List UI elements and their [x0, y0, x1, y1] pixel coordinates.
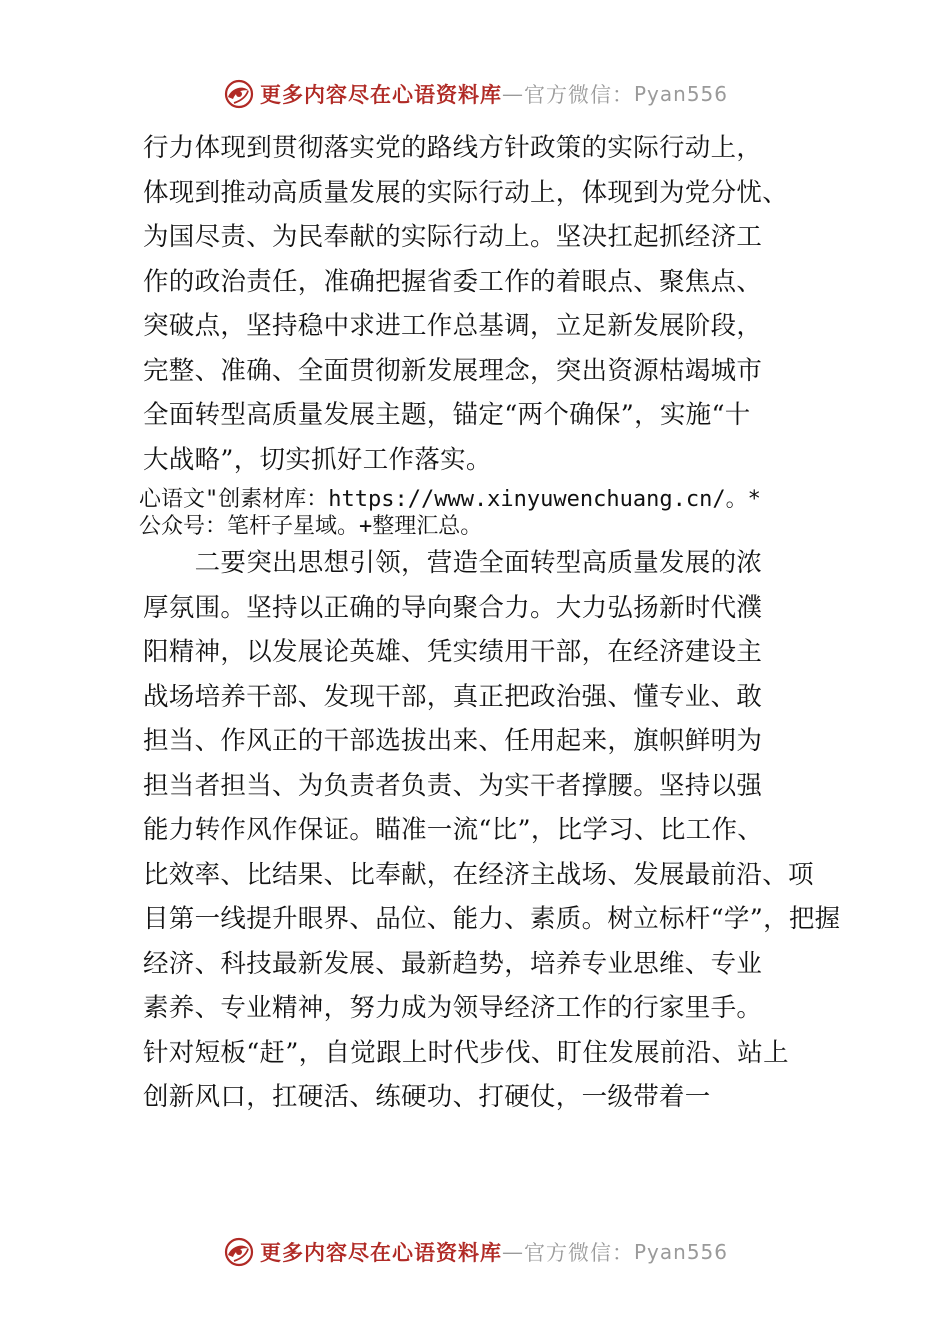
text-line: 二要突出思想引领，营造全面转型高质量发展的浓	[143, 548, 763, 578]
banner-gray-text: 官方微信：	[523, 83, 634, 107]
text-line: 大战略”，切实抓好工作落实。	[143, 444, 492, 475]
text-line: 目第一线提升眼界、品位、能力、素质。树立标杆“学”，把握	[143, 904, 841, 934]
header-banner	[0, 74, 950, 114]
text-line: 为国尽责、为民奉献的实际行动上。坚决扛起抓经济工	[143, 222, 763, 252]
banner-dash: —	[501, 82, 524, 106]
text-line: 素养、专业精神，努力成为领导经济工作的行家里手。	[143, 993, 763, 1023]
source-note	[139, 486, 839, 540]
footer-banner	[0, 1232, 950, 1272]
text-line: 战场培养干部、发现干部，真正把政治强、懂专业、敢	[143, 681, 763, 712]
text-line: 比效率、比结果、比奉献，在经济主战场、发展最前沿、项	[143, 859, 814, 890]
banner-wechat-id: Pyan556	[633, 82, 728, 106]
text-line: 完整、准确、全面贯彻新发展理念，突出资源枯竭城市	[143, 355, 763, 386]
source-line: 公众号：笔杆子星域。+整理汇总。	[139, 514, 483, 539]
text-line: 经济、科技最新发展、最新趋势，培养专业思维、专业	[143, 948, 763, 979]
text-line: 突破点，坚持稳中求进工作总基调，立足新发展阶段，	[143, 311, 763, 341]
banner-dash: —	[501, 1240, 524, 1264]
text-line: 行力体现到贯彻落实党的路线方针政策的实际行动上，	[143, 133, 763, 163]
paragraph-2	[143, 541, 841, 1120]
text-line: 厚氛围。坚持以正确的导向聚合力。大力弘扬新时代濮	[143, 592, 763, 623]
banner-red-text: 更多内容尽在心语资料库	[259, 1240, 502, 1265]
text-line: 担当者担当、为负责者负责、为实干者撑腰。坚持以强	[143, 770, 763, 801]
text-line: 阳精神，以发展论英雄、凭实绩用干部，在经济建设主	[143, 637, 763, 667]
text-line: 全面转型高质量发展主题，锚定“两个确保”，实施“十	[143, 400, 751, 430]
text-line: 针对短板“赶”，自觉跟上时代步伐、盯住发展前沿、站上	[143, 1037, 789, 1068]
text-line: 能力转作风作保证。瞄准一流“比”，比学习、比工作、	[143, 815, 764, 845]
swirl-logo-icon	[222, 77, 256, 111]
source-line: 心语文"创素材库：https://www.xinyuwenchuang.cn/。*	[139, 487, 761, 512]
text-line: 体现到推动高质量发展的实际行动上，体现到为党分忧、	[143, 177, 789, 208]
text-line: 创新风口，扛硬活、练硬功、打硬仗，一级带着一	[143, 1082, 711, 1112]
swirl-logo-icon	[222, 1235, 256, 1269]
banner-red-text: 更多内容尽在心语资料库	[259, 82, 502, 107]
text-line: 担当、作风正的干部选拔出来、任用起来，旗帜鲜明为	[143, 726, 763, 756]
paragraph-1	[143, 126, 823, 482]
banner-gray-text: 官方微信：	[523, 1241, 634, 1265]
banner-wechat-id: Pyan556	[633, 1240, 728, 1264]
text-line: 作的政治责任，准确把握省委工作的着眼点、聚焦点、	[143, 266, 763, 297]
